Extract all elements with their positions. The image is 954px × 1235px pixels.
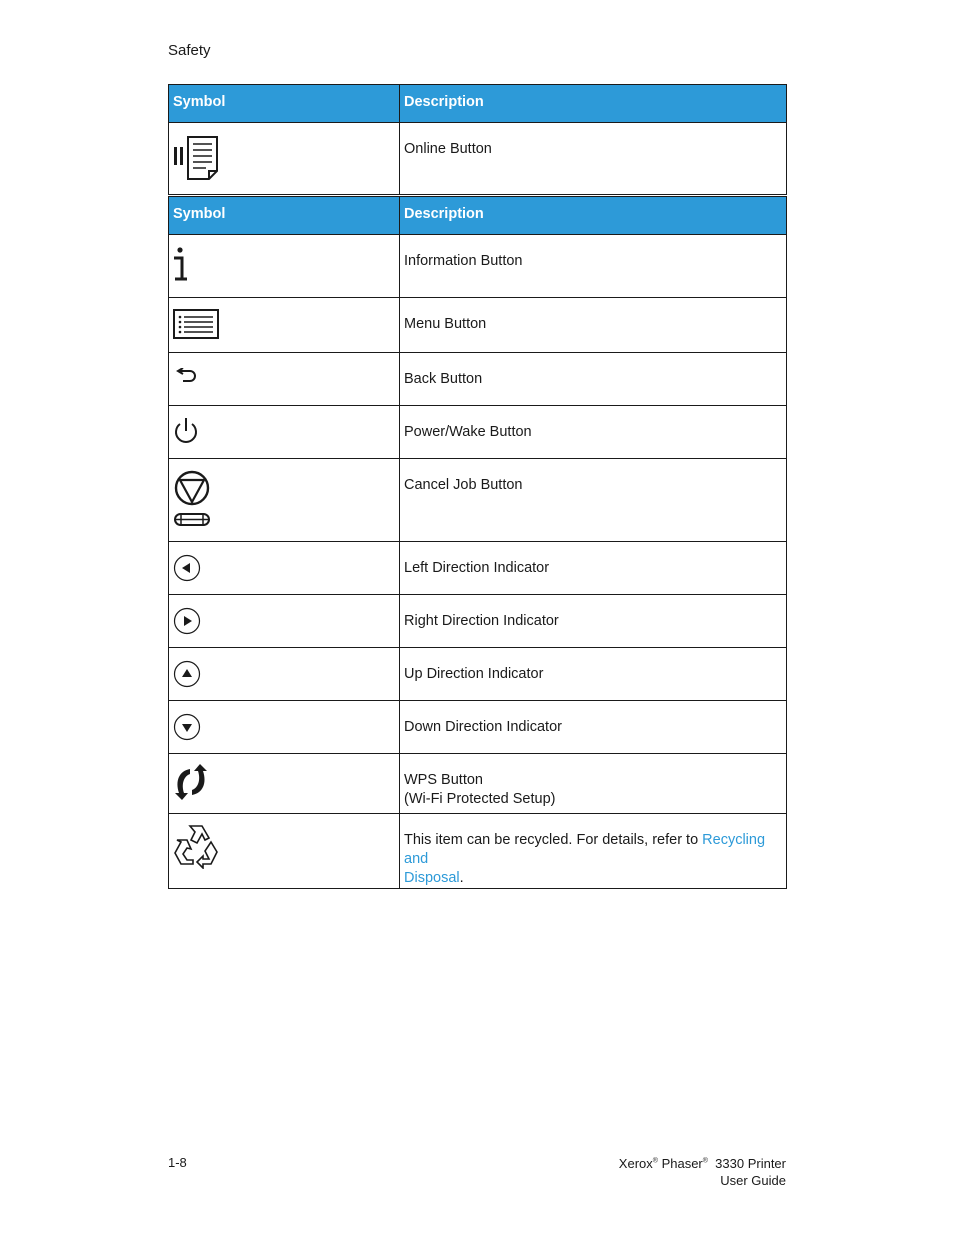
description-cell: Menu Button: [400, 298, 787, 353]
cancel-job-icon: [173, 470, 213, 530]
wps-icon: [173, 763, 209, 801]
symbol-cell: [169, 542, 400, 595]
table-row: [169, 298, 787, 353]
table-header-row: [169, 85, 787, 123]
header-symbol: Symbol: [169, 197, 400, 235]
description-cell: Back Button: [400, 353, 787, 406]
recycling-link[interactable]: Recycling and: [404, 832, 766, 867]
recycle-text-end: .: [459, 870, 464, 886]
disposal-link[interactable]: Disposal: [404, 870, 460, 886]
description-cell: Down Direction Indicator: [400, 701, 787, 754]
header-description: Description: [400, 197, 787, 235]
symbol-cell: [169, 353, 400, 406]
information-icon: [173, 247, 193, 283]
section-header: Safety: [168, 42, 211, 59]
symbol-cell: [169, 123, 400, 195]
symbol-table-1: [168, 84, 787, 195]
symbol-table-2: [168, 196, 787, 889]
symbol-cell: [169, 814, 400, 889]
footer-model: 3330 Printer: [715, 1156, 786, 1171]
back-arrow-icon: [175, 368, 199, 386]
footer-reg-mark-2: ®: [702, 1157, 708, 1165]
table-row: [169, 353, 787, 406]
symbol-cell: [169, 406, 400, 459]
left-arrow-icon: [173, 554, 201, 582]
symbol-cell: [169, 298, 400, 353]
table-row: [169, 595, 787, 648]
table-row: [169, 406, 787, 459]
footer-doc-title: User Guide: [720, 1173, 786, 1188]
description-cell: Up Direction Indicator: [400, 648, 787, 701]
power-icon: [173, 416, 201, 446]
table-row: [169, 235, 787, 298]
symbol-cell: [169, 701, 400, 754]
up-arrow-icon: [173, 660, 201, 688]
table-header-row: [169, 197, 787, 235]
symbol-cell: [169, 648, 400, 701]
recycle-icon: [173, 823, 219, 869]
menu-icon: [173, 309, 219, 339]
header-description: Description: [400, 85, 787, 123]
footer-reg-mark: ®: [652, 1157, 658, 1165]
description-cell: Information Button: [400, 235, 787, 298]
table-row: [169, 542, 787, 595]
symbol-cell: [169, 754, 400, 814]
footer-product-name: Phaser: [661, 1156, 703, 1171]
description-cell: Power/Wake Button: [400, 406, 787, 459]
description-cell: Cancel Job Button: [400, 459, 787, 542]
header-symbol: Symbol: [169, 85, 400, 123]
online-button-icon: [173, 135, 219, 181]
description-line-2: (Wi-Fi Protected Setup): [404, 791, 556, 807]
description-line-1: WPS Button: [404, 772, 483, 788]
page-number: 1-8: [168, 1155, 187, 1170]
symbol-cell: [169, 235, 400, 298]
description-cell: [400, 754, 787, 814]
table-row: [169, 701, 787, 754]
description-cell: Online Button: [400, 123, 787, 195]
symbol-cell: [169, 459, 400, 542]
table-row: [169, 459, 787, 542]
footer-product: [619, 1155, 786, 1189]
table-row: [169, 754, 787, 814]
description-cell: Left Direction Indicator: [400, 542, 787, 595]
table-row: [169, 648, 787, 701]
description-cell: [400, 814, 787, 889]
right-arrow-icon: [173, 607, 201, 635]
recycle-text: This item can be recycled. For details, refer to: [404, 832, 703, 848]
description-cell: Right Direction Indicator: [400, 595, 787, 648]
footer-brand: Xerox: [618, 1156, 653, 1171]
symbol-cell: [169, 595, 400, 648]
down-arrow-icon: [173, 713, 201, 741]
footer-product-line: [619, 1155, 786, 1172]
table-row: [169, 814, 787, 889]
table-row: [169, 123, 787, 195]
